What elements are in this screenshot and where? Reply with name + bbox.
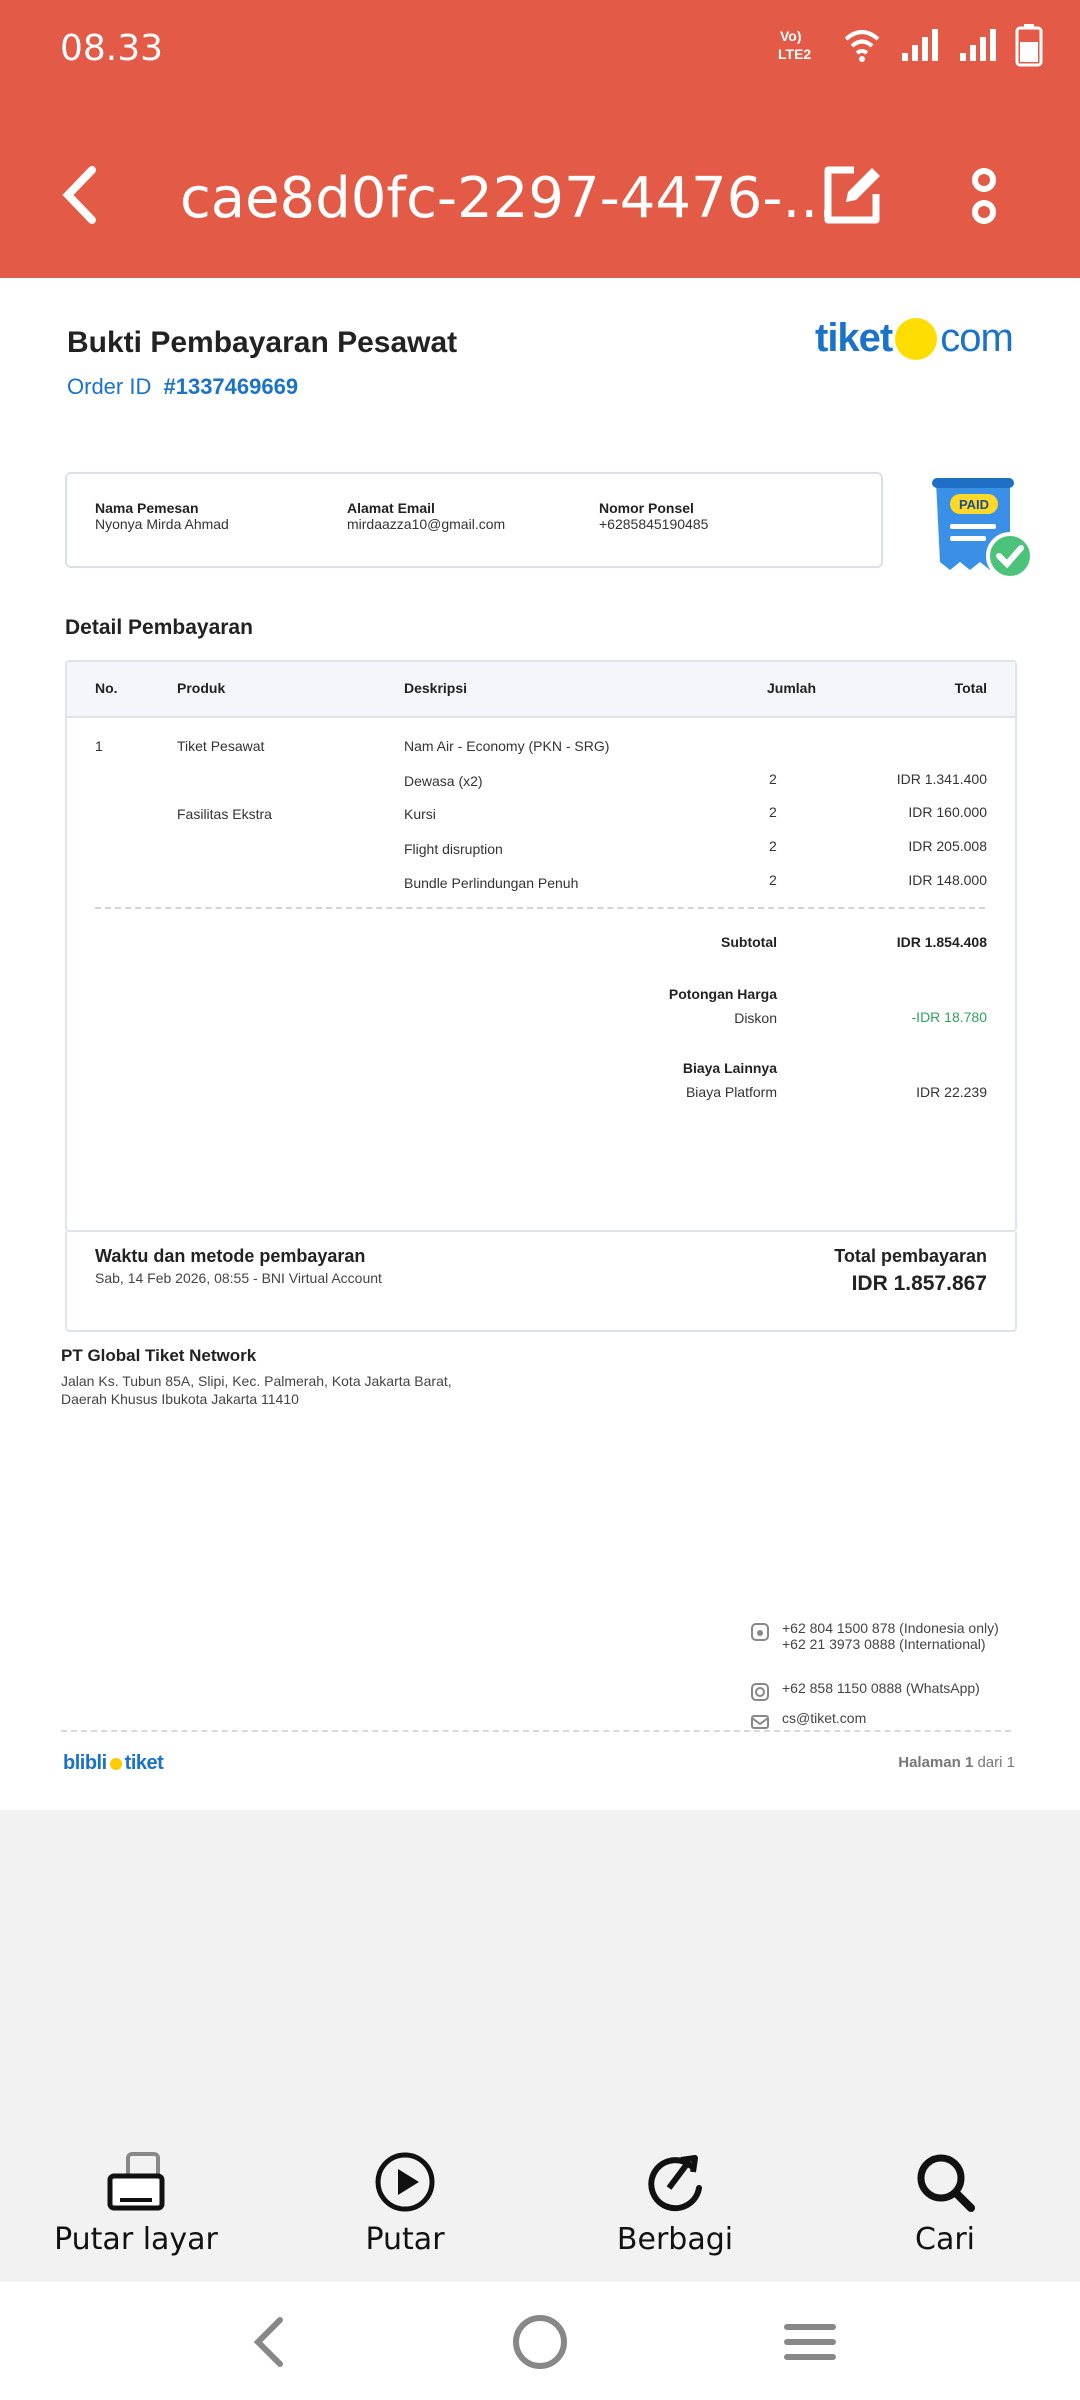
contact-phone [750,1620,1012,1652]
payment-table [65,660,1017,1232]
customer-info [65,472,883,568]
tiket-logo-dot [895,318,937,360]
blibli-logo-dot [110,1758,122,1770]
blibli-tiket-logo [63,1752,163,1775]
col-description: Deskripsi [404,680,468,696]
row-total: IDR 148.000 [908,872,987,888]
table-header [67,662,1015,718]
footer-divider [61,1730,1011,1732]
blibli-logo-text: blibli [63,1752,107,1774]
row-description: Bundle Perlindungan Penuh [404,875,579,891]
page-indicator [898,1754,1015,1771]
edit-icon[interactable] [820,164,884,228]
bottom-action-bar [0,2150,1080,2280]
row-total: IDR 160.000 [908,804,987,820]
back-icon[interactable] [52,160,112,230]
subtotal-value: IDR 1.854.408 [896,934,987,950]
more-options-icon[interactable] [960,164,1008,234]
footer-company: PT Global Tiket Network [61,1346,257,1365]
subtotal-label: Subtotal [721,934,777,950]
nav-recents-icon[interactable] [778,2310,842,2374]
customer-email-block [347,500,505,532]
tiket-logo-com: com [940,316,1013,360]
system-nav-bar [0,2282,1080,2400]
discount-heading: Potongan Harga [668,986,777,1002]
page-label: Halaman [898,1754,961,1771]
customer-phone-label: Nomor Ponsel [599,500,694,516]
contact-whatsapp [750,1680,980,1702]
customer-name-label: Nama Pemesan [95,500,199,516]
status-icons [778,24,1042,66]
contact-email [750,1710,866,1732]
footer-address: Jalan Ks. Tubun 85A, Slipi, Kec. Palmerah, Kota Jakarta Barat, Daerah Khusus Ibukota Jakarta 11410 [61,1373,452,1407]
col-product: Produk [177,680,226,696]
share-icon [643,2150,707,2214]
phone-local: +62 804 1500 878 (Indonesia only) [782,1620,999,1636]
rotate-screen-button[interactable] [26,2150,246,2257]
row-description: Flight disruption [404,841,503,857]
nav-home-icon[interactable] [508,2310,572,2374]
row-quantity: 2 [769,771,777,787]
customer-email: mirdaazza10@gmail.com [347,516,506,532]
table-divider [95,907,985,909]
status-time: 08.33 [60,28,164,69]
order-id-label: Order ID [67,374,152,399]
grand-total: IDR 1.857.867 [851,1272,987,1295]
row-quantity: 2 [769,804,777,820]
payment-summary [65,1232,1017,1332]
row-description: Nam Air - Economy (PKN - SRG) [404,738,610,754]
receipt-title: Bukti Pembayaran Pesawat [67,326,458,359]
signal-icon-2 [958,27,998,63]
payment-method-label: Waktu dan metode pembayaran [95,1246,366,1266]
other-fees-heading: Biaya Lainnya [682,1060,777,1076]
col-quantity: Jumlah [767,680,817,696]
page-total: dari 1 [977,1754,1015,1771]
order-id-row [67,374,298,400]
row-total: IDR 1.341.400 [896,771,987,787]
row-product: Fasilitas Ekstra [177,806,272,822]
tiket-logo-text: tiket [815,316,893,360]
row-product: Tiket Pesawat [177,738,265,754]
platform-fee-value: IDR 22.239 [916,1084,987,1100]
app-bar [0,0,1080,278]
wifi-icon [842,27,882,63]
receipt-document [0,278,1080,1810]
row-no: 1 [95,738,103,754]
nav-back-icon[interactable] [240,2310,304,2374]
row-total: IDR 205.008 [908,838,987,854]
row-description: Kursi [404,806,436,822]
rotate-screen-label: Putar layar [54,2222,218,2257]
row-quantity: 2 [769,838,777,854]
svg-text:LTE2: LTE2 [778,46,812,62]
discount-label: Diskon [734,1010,777,1026]
customer-name: Nyonya Mirda Ahmad [95,516,229,532]
tiket-logo-text-small: tiket [124,1752,164,1774]
play-label: Putar [365,2222,445,2257]
search-button[interactable] [835,2150,1055,2257]
svg-text:Vo): Vo) [780,28,802,44]
share-label: Berbagi [616,2222,734,2257]
share-button[interactable] [565,2150,785,2257]
mail-icon [750,1712,770,1732]
customer-email-label: Alamat Email [347,500,435,516]
customer-phone: +6285845190485 [599,516,709,532]
whatsapp-number: +62 858 1150 0888 (WhatsApp) [782,1680,980,1696]
support-email: cs@tiket.com [782,1710,867,1726]
whatsapp-icon [750,1682,770,1702]
phone-icon [750,1622,770,1642]
payment-detail-heading: Detail Pembayaran [65,616,253,639]
play-button[interactable] [295,2150,515,2257]
platform-fee-label: Biaya Platform [685,1084,777,1100]
order-id: #1337469669 [163,374,299,399]
col-no: No. [95,680,118,696]
rotate-screen-icon [104,2150,168,2214]
payment-method: Sab, 14 Feb 2026, 08:55 - BNI Virtual Account [95,1270,382,1286]
row-description: Dewasa (x2) [404,773,483,789]
phone-intl: +62 21 3973 0888 (International) [782,1636,986,1652]
tiket-logo [815,316,1013,361]
battery-icon [1016,24,1042,66]
discount-value: -IDR 18.780 [911,1009,987,1025]
play-icon [373,2150,437,2214]
grand-total-label: Total pembayaran [834,1246,987,1266]
file-title: cae8d0fc-2297-4476-... [180,166,836,231]
page-current: 1 [964,1754,974,1771]
customer-name-block [95,500,229,532]
paid-receipt-icon [928,474,1038,584]
row-quantity: 2 [769,872,777,888]
paid-label: PAID [958,497,990,512]
search-icon [913,2150,977,2214]
volte-icon [778,25,824,65]
customer-phone-block [599,500,708,532]
col-total: Total [954,680,987,696]
signal-icon [900,27,940,63]
search-label: Cari [915,2222,975,2257]
